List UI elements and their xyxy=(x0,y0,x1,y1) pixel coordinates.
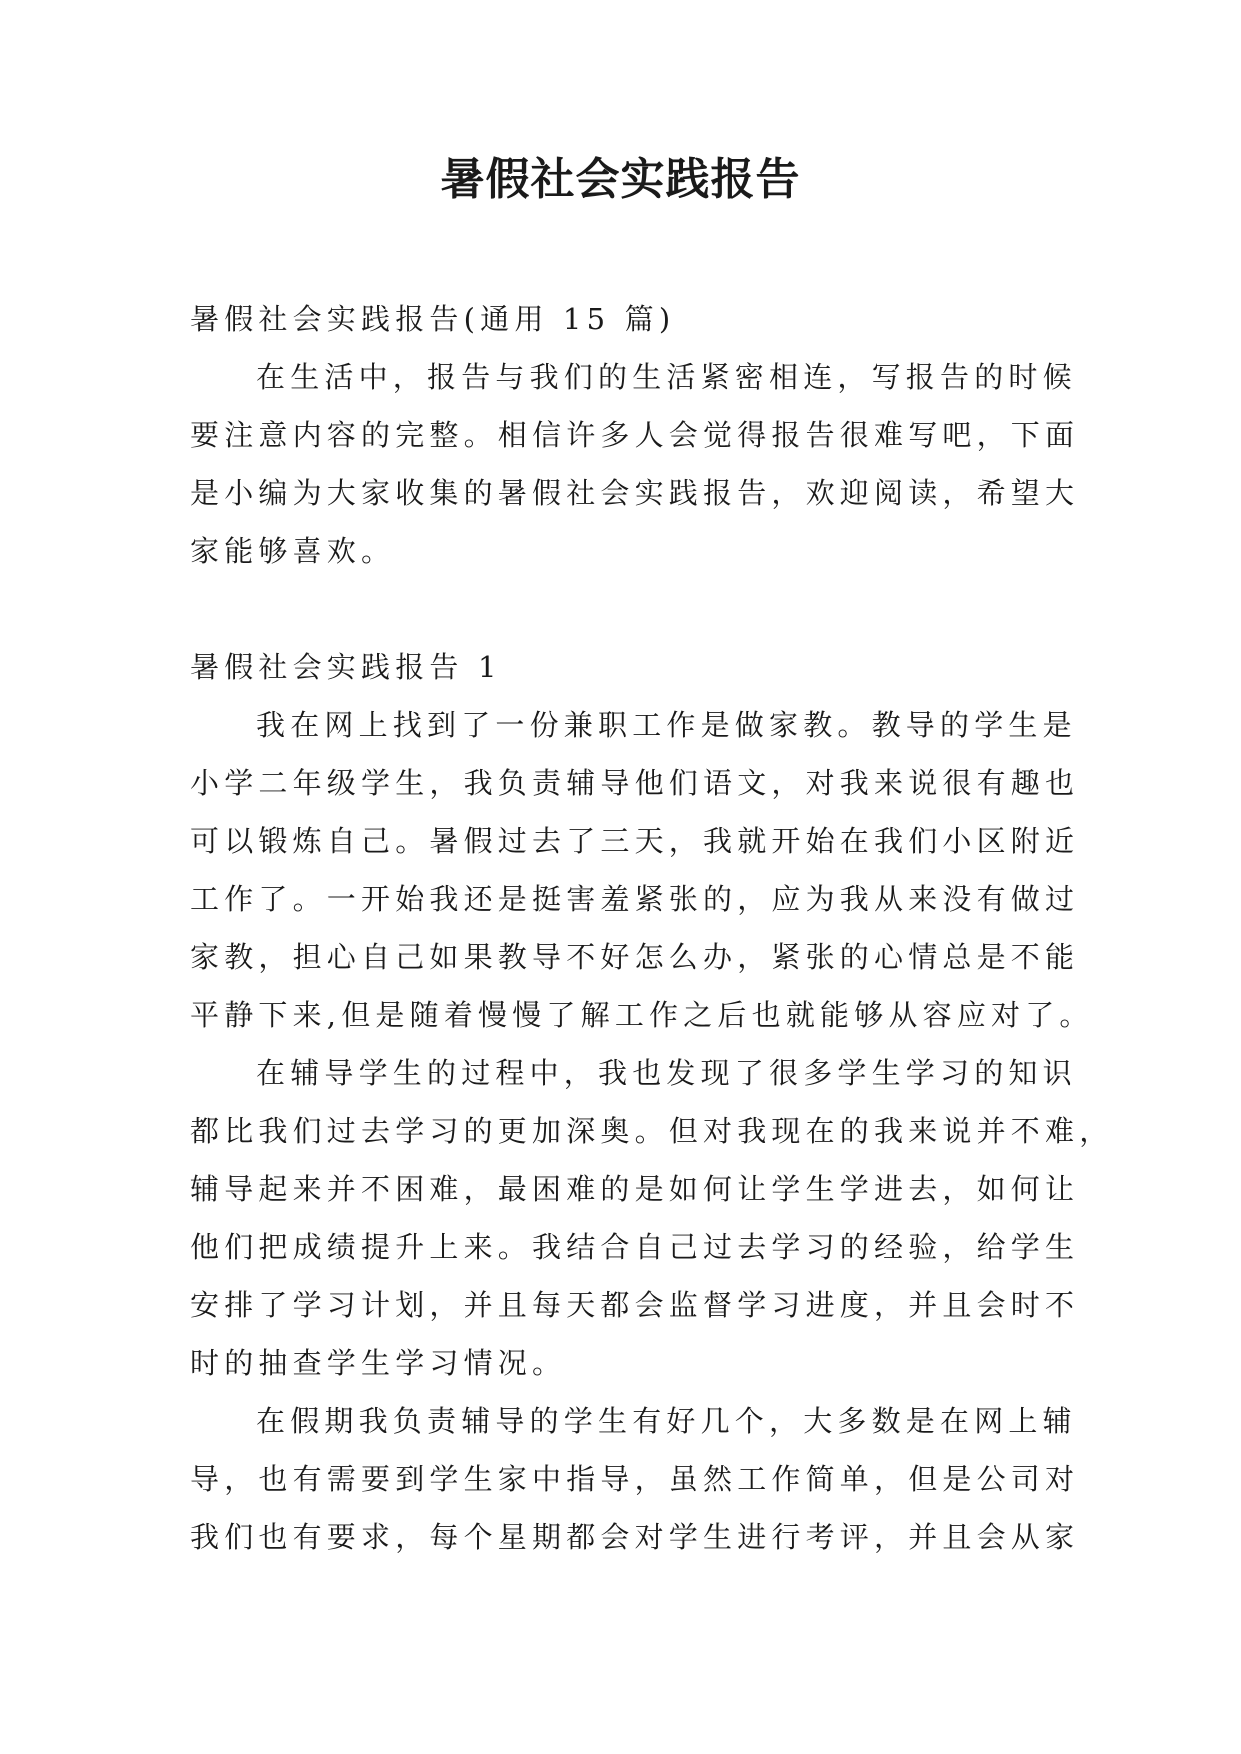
paragraph-line: 家教，担心自己如果教导不好怎么办，紧张的心情总是不能 xyxy=(190,940,1080,974)
paragraph-line: 在生活中，报告与我们的生活紧密相连，写报告的时候 xyxy=(256,360,1077,394)
document-body xyxy=(190,290,1114,1566)
paragraph-line: 都比我们过去学习的更加深奥。但对我现在的我来说并不难， xyxy=(190,1114,1114,1148)
paragraph-line: 可以锻炼自己。暑假过去了三天，我就开始在我们小区附近 xyxy=(190,824,1080,858)
section-spacer xyxy=(190,580,1050,638)
paragraph-line: 工作了。一开始我还是挺害羞紧张的，应为我从来没有做过 xyxy=(190,882,1080,916)
paragraph-line: 我们也有要求，每个星期都会对学生进行考评，并且会从家 xyxy=(190,1520,1080,1554)
document-subtitle: 暑假社会实践报告(通用 15 篇) xyxy=(190,302,676,336)
document-title: 暑假社会实践报告 xyxy=(440,154,801,205)
paragraph-line: 时的抽查学生学习情况。 xyxy=(190,1346,567,1380)
paragraph-line: 在假期我负责辅导的学生有好几个，大多数是在网上辅 xyxy=(256,1404,1077,1438)
section-heading: 暑假社会实践报告 1 xyxy=(190,650,502,684)
intro-paragraph xyxy=(190,348,1080,580)
paragraph-line: 安排了学习计划，并且每天都会监督学习进度，并且会时不 xyxy=(190,1288,1080,1322)
paragraph-line: 平静下来,但是随着慢慢了解工作之后也就能够从容应对了。 xyxy=(190,998,1094,1032)
paragraph-line: 小学二年级学生，我负责辅导他们语文，对我来说很有趣也 xyxy=(190,766,1080,800)
paragraph-1 xyxy=(190,696,1094,1044)
paragraph-line: 家能够喜欢。 xyxy=(190,534,396,568)
paragraph-line: 导，也有需要到学生家中指导，虽然工作简单，但是公司对 xyxy=(190,1462,1080,1496)
paragraph-3 xyxy=(190,1392,1080,1566)
paragraph-line: 辅导起来并不困难，最困难的是如何让学生学进去，如何让 xyxy=(190,1172,1080,1206)
paragraph-line: 要注意内容的完整。相信许多人会觉得报告很难写吧，下面 xyxy=(190,418,1080,452)
paragraph-line: 是小编为大家收集的暑假社会实践报告，欢迎阅读，希望大 xyxy=(190,476,1080,510)
paragraph-line: 他们把成绩提升上来。我结合自己过去学习的经验，给学生 xyxy=(190,1230,1080,1264)
paragraph-line: 在辅导学生的过程中，我也发现了很多学生学习的知识 xyxy=(256,1056,1077,1090)
paragraph-2 xyxy=(190,1044,1114,1392)
paragraph-line: 我在网上找到了一份兼职工作是做家教。教导的学生是 xyxy=(256,708,1077,742)
